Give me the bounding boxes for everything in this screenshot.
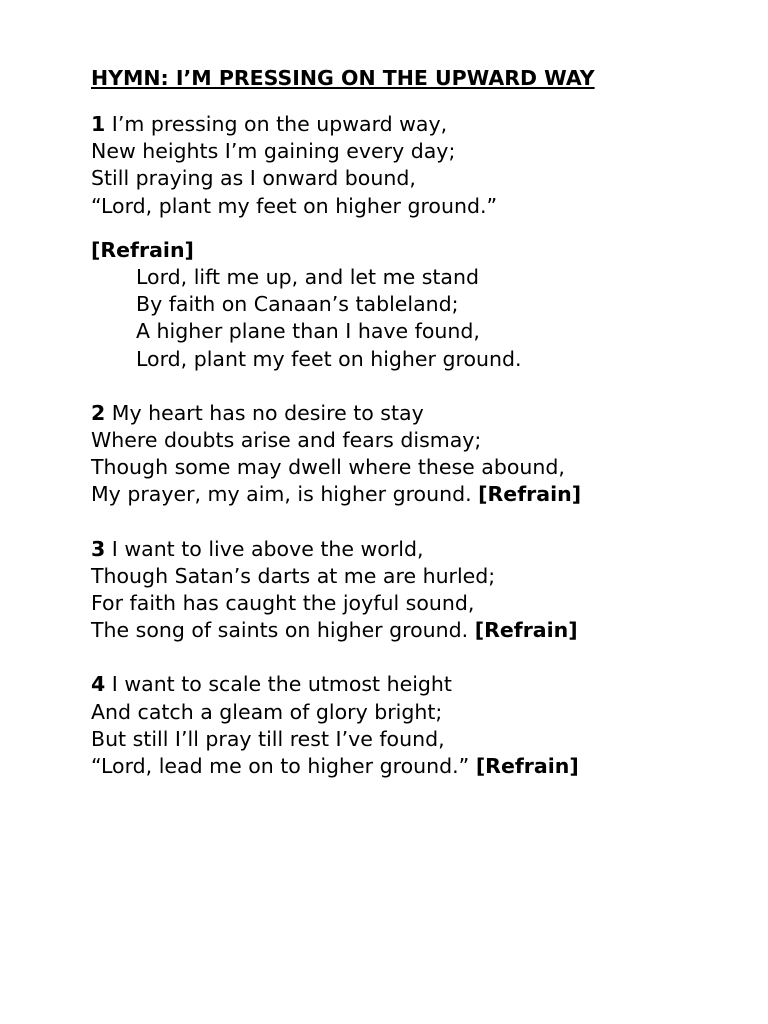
hymn-title: HYMN: I’M PRESSING ON THE UPWARD WAY <box>91 66 595 90</box>
verse-line-text: I want to scale the utmost height <box>111 672 452 697</box>
verse-line: New heights I’m gaining every day; <box>91 139 456 164</box>
refrain <box>91 237 731 373</box>
spacer <box>91 644 731 671</box>
verse-line-text: “Lord, lead me on to higher ground.” <box>91 754 470 779</box>
verse-line: But still I’ll pray till rest I’ve found, <box>91 726 445 751</box>
spacer <box>91 509 731 536</box>
verse-line <box>91 671 731 698</box>
verse-line-text: The song of saints on higher ground. <box>91 618 469 643</box>
verse-line <box>91 536 731 563</box>
spacer <box>91 373 731 400</box>
verse-number: 4 <box>91 672 106 697</box>
verse-1 <box>91 111 731 220</box>
hymn-document <box>91 63 731 780</box>
refrain-tag: [Refrain] <box>475 754 579 779</box>
refrain-line: A higher plane than I have found, <box>136 319 480 344</box>
refrain-heading: [Refrain] <box>91 237 194 262</box>
verse-line-text: I’m pressing on the upward way, <box>111 112 448 136</box>
refrain-line: By faith on Canaan’s tableland; <box>136 292 459 317</box>
verse-line-text: I want to live above the world, <box>111 536 424 561</box>
verse-line: For faith has caught the joyful sound, <box>91 591 475 616</box>
refrain-line: Lord, plant my feet on higher ground. <box>136 346 522 371</box>
verse-line: Though some may dwell where these abound, <box>91 455 565 480</box>
verse-line-text: My heart has no desire to stay <box>111 400 424 425</box>
verse-2 <box>91 400 731 509</box>
verse-line <box>91 481 731 508</box>
verse-line <box>91 617 731 644</box>
verse-line-text: My prayer, my aim, is higher ground. <box>91 482 472 507</box>
verse-number: 1 <box>91 112 106 136</box>
verse-line: Still praying as I onward bound, <box>91 166 416 191</box>
verse-line <box>91 111 731 138</box>
verse-number: 2 <box>91 400 106 425</box>
verse-line: And catch a gleam of glory bright; <box>91 699 443 724</box>
verse-line <box>91 753 731 780</box>
verse-line: “Lord, plant my feet on higher ground.” <box>91 193 498 218</box>
spacer <box>91 220 731 237</box>
verse-3 <box>91 536 731 645</box>
verse-line: Though Satan’s darts at me are hurled; <box>91 563 496 588</box>
verse-line: Where doubts arise and fears dismay; <box>91 428 482 453</box>
refrain-tag: [Refrain] <box>474 618 578 643</box>
verse-number: 3 <box>91 536 106 561</box>
verse-line <box>91 400 731 427</box>
verse-4 <box>91 671 731 780</box>
refrain-line: Lord, lift me up, and let me stand <box>136 265 479 290</box>
refrain-tag: [Refrain] <box>478 482 582 507</box>
